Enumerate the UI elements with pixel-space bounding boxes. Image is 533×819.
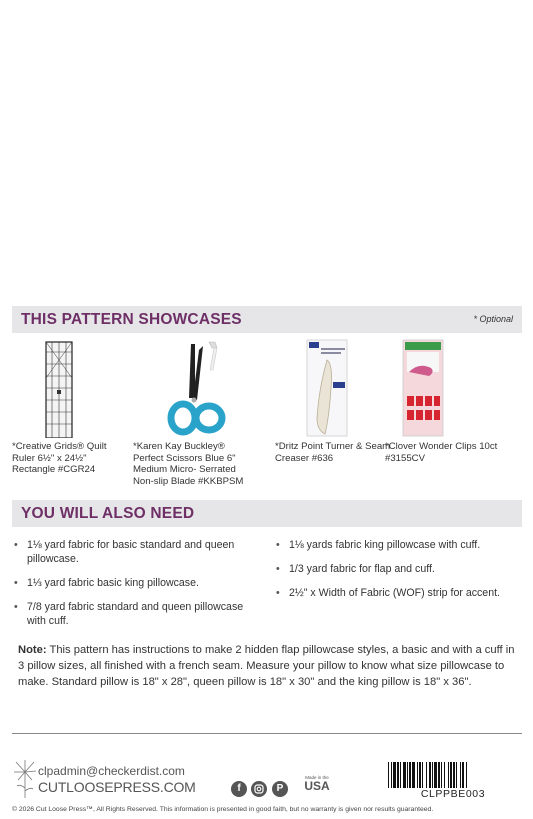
list-item: • 2½" x Width of Fabric (WOF) strip for accent. xyxy=(274,586,524,600)
footer-divider xyxy=(12,733,522,734)
supply-list-left xyxy=(12,538,252,638)
sku-code: CLPPBE003 xyxy=(420,788,486,800)
also-need-banner xyxy=(12,500,522,527)
scissors-icon xyxy=(133,338,253,438)
product-scissors xyxy=(133,338,253,487)
note-label: Note: xyxy=(18,644,47,656)
website-link[interactable]: CUTLOOSEPRESS.COM xyxy=(38,779,196,795)
note-text: This pattern has instructions to make 2 hidden flap pillowcase styles, a basic and with a cuff in 3 pillow sizes, all finished with a french seam. Measure your pillow to know what size pillowcase to make. Standard pillow is 18" x 28", queen pillow is 18" x 30" and the king pillow is 18" x 36". xyxy=(18,644,515,688)
contact-email[interactable]: clpadmin@checkerdist.com xyxy=(38,764,185,778)
quilt-ruler-icon xyxy=(12,338,132,438)
showcase-banner xyxy=(12,306,522,333)
barcode-icon xyxy=(386,762,520,788)
also-need-title: YOU WILL ALSO NEED xyxy=(21,505,195,522)
made-in-usa-badge xyxy=(300,775,334,793)
product-quilt-ruler xyxy=(12,338,132,476)
product-wonder-clips xyxy=(385,338,505,464)
product-caption: *Dritz Point Turner & Seam Creaser #636 xyxy=(275,441,391,464)
copyright-text: © 2026 Cut Loose Press™, All Rights Reserved. This information is presented in good faith, but no warranty is given nor results guaranteed. xyxy=(12,806,434,813)
product-point-turner xyxy=(275,338,395,464)
showcase-title: THIS PATTERN SHOWCASES xyxy=(21,311,242,328)
facebook-icon[interactable]: f xyxy=(231,781,247,797)
made-in-label: Made in the xyxy=(305,775,329,780)
point-turner-icon xyxy=(275,338,395,438)
list-item: • 1⅛ yards fabric king pillowcase with cuff. xyxy=(274,538,524,552)
product-caption: *Karen Kay Buckley® Perfect Scissors Blue 6" Medium Micro- Serrated Non-slip Blade #KKBPSM xyxy=(133,441,244,487)
list-item: • 1⅓ yard fabric basic king pillowcase. xyxy=(12,576,252,590)
instagram-icon[interactable] xyxy=(251,781,267,797)
pattern-note xyxy=(18,642,518,690)
optional-note: * Optional xyxy=(473,314,513,324)
product-caption: *Creative Grids® Quilt Ruler 6½" x 24½" Rectangle #CGR24 xyxy=(12,441,107,475)
list-item: • 1⅛ yard fabric for basic standard and queen pillowcase. xyxy=(12,538,252,566)
product-caption: *Clover Wonder Clips 10ct #3155CV xyxy=(385,441,498,464)
pinterest-icon[interactable]: P xyxy=(272,781,288,797)
list-item: • 1/3 yard fabric for flap and cuff. xyxy=(274,562,524,576)
dandelion-logo-icon xyxy=(12,758,38,798)
usa-label: USA xyxy=(304,779,330,793)
supply-list-right xyxy=(274,538,524,610)
list-item: • 7/8 yard fabric standard and queen pillowcase with cuff. xyxy=(12,600,252,628)
wonder-clips-icon xyxy=(385,338,505,438)
